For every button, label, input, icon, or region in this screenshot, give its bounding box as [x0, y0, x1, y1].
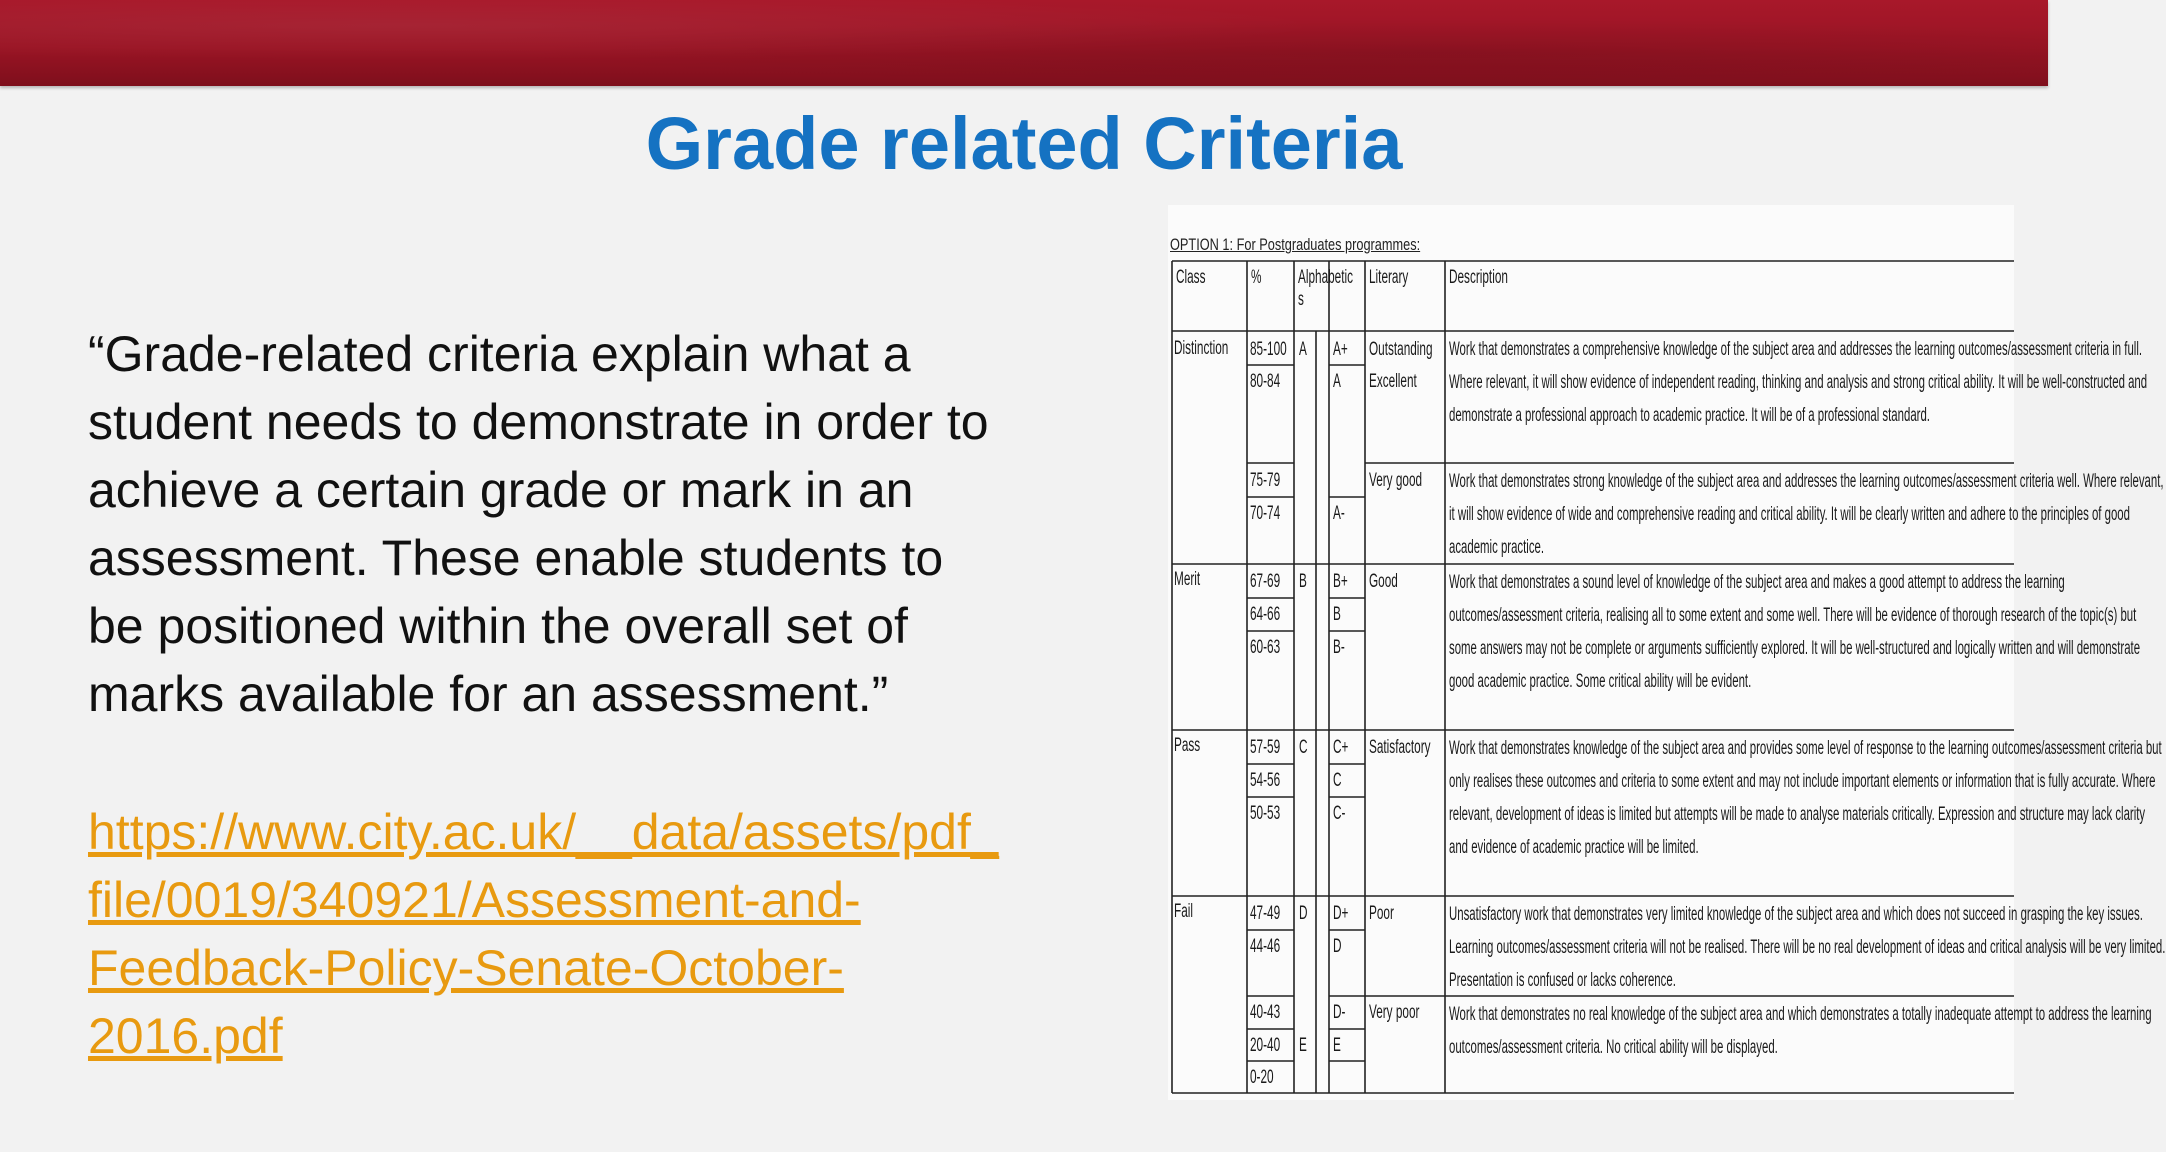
pct-cell: 85-100 [1250, 339, 1287, 360]
quote-line: “Grade-related criteria explain what a [88, 326, 911, 382]
class-letter: C [1299, 737, 1308, 758]
table-heading: OPTION 1: For Postgraduates programmes: [1170, 235, 1421, 254]
alpha-cell: A [1333, 371, 1341, 392]
quote-line: assessment. These enable students to [88, 530, 944, 586]
quote-line: achieve a certain grade or mark in an [88, 462, 914, 518]
alpha-cell: B [1333, 604, 1341, 625]
header-percent: % [1251, 267, 1262, 288]
alpha-cell: A- [1333, 503, 1345, 524]
literary-cell: Satisfactory [1369, 737, 1431, 758]
pct-cell: 75-79 [1250, 470, 1281, 491]
quote-text [88, 320, 1148, 728]
pct-cell: 44-46 [1250, 936, 1281, 957]
header-class: Class [1176, 267, 1206, 288]
class-letter: D [1299, 903, 1308, 924]
pct-cell: 57-59 [1250, 737, 1281, 758]
quote-line: marks available for an assessment.” [88, 666, 889, 722]
class-merit: Merit [1174, 569, 1201, 590]
alpha-cell: D+ [1333, 903, 1349, 924]
header-description: Description [1449, 267, 1508, 288]
pct-cell: 50-53 [1250, 803, 1281, 824]
top-banner [0, 0, 2048, 86]
class-distinction: Distinction [1174, 338, 1229, 359]
alpha-cell: C+ [1333, 737, 1349, 758]
class-letter: B [1299, 571, 1307, 592]
literary-cell: Good [1369, 571, 1398, 592]
description-cell: Unsatisfactory work that demonstrates very limited knowledge of the subject area and which does not succeed in grasping the key issues. Learning outcomes/assessment criteria will not be realised. There will be no real development of ideas and critical analysis will be very limited. Presentation is confused or lacks coherence. [1449, 904, 2166, 991]
alpha-cell: A+ [1333, 339, 1348, 360]
pct-cell: 70-74 [1250, 503, 1281, 524]
link-line: file/0019/340921/Assessment-and- [88, 872, 861, 928]
alpha-cell: E [1333, 1035, 1341, 1056]
literary-cell: Very poor [1369, 1002, 1420, 1023]
pct-cell: 54-56 [1250, 770, 1281, 791]
header-literary: Literary [1369, 267, 1409, 288]
class-letter: A [1299, 339, 1307, 360]
pct-cell: 0-20 [1250, 1067, 1274, 1088]
link-line: 2016.pdf [88, 1008, 283, 1064]
description-cell: Work that demonstrates no real knowledge of the subject area and which demonstrates a totally inadequate attempt to address the learning outcomes/assessment criteria. No critical ability will be displayed. [1449, 1004, 2152, 1058]
source-link[interactable] [88, 798, 1168, 1070]
link-line: Feedback-Policy-Senate-October- [88, 940, 844, 996]
pct-cell: 80-84 [1250, 371, 1281, 392]
literary-cell: Excellent [1369, 371, 1417, 392]
alpha-cell: C- [1333, 803, 1346, 824]
class-fail: Fail [1174, 901, 1193, 922]
description-cell: Work that demonstrates a sound level of knowledge of the subject area and makes a good attempt to address the learning outcomes/assessment criteria, realising all to some extent and some well. There will be evidence of thorough research of the topic(s) but some answers may not be complete or arguments sufficiently explored. It will be well-structured and logically written and will demonstrate good academic practice. Some critical ability will be evident. [1449, 572, 2141, 692]
quote-line: student needs to demonstrate in order to [88, 394, 989, 450]
alpha-cell: D- [1333, 1002, 1346, 1023]
pct-cell: 60-63 [1250, 637, 1281, 658]
alpha-cell: B+ [1333, 571, 1348, 592]
quote-line: be positioned within the overall set of [88, 598, 908, 654]
pct-cell: 67-69 [1250, 571, 1281, 592]
class-letter: E [1299, 1035, 1307, 1056]
pct-cell: 40-43 [1250, 1002, 1281, 1023]
pct-cell: 47-49 [1250, 903, 1281, 924]
description-cell: Work that demonstrates knowledge of the subject area and provides some level of response to the learning outcomes/assessment criteria but only realises these outcomes and criteria to some extent and may not include important elements or information that is fully accurate. Where relevant, development of ideas is limited but attempts will be made to analyse materials critically. Expression and structure may lack clarity and evidence of academic practice will be limited. [1449, 738, 2162, 858]
header-alphabetic: Alphabetic s [1298, 267, 1354, 310]
class-pass: Pass [1174, 735, 1201, 756]
banner-texture [0, 0, 2048, 86]
description-cell: Work that demonstrates a comprehensive knowledge of the subject area and addresses the learning outcomes/assessment criteria in full. Where relevant, it will show evidence of independent reading, thinking and analysis and strong critical ability. It will be well-constructed and demonstrate a professional approach to academic practice. It will be of a professional standard. [1449, 339, 2148, 426]
literary-cell: Poor [1369, 903, 1394, 924]
pct-cell: 20-40 [1250, 1035, 1281, 1056]
link-line: https://www.city.ac.uk/__data/assets/pdf_ [88, 804, 999, 860]
literary-cell: Very good [1369, 470, 1423, 491]
alpha-cell: B- [1333, 637, 1345, 658]
description-cell: Work that demonstrates strong knowledge of the subject area and addresses the learning outcomes/assessment criteria well. Where relevant, it will show evidence of wide and comprehensive reading and critical ability. It will be clearly written and adhere to the principles of good academic practice. [1449, 471, 2164, 558]
pct-cell: 64-66 [1250, 604, 1281, 625]
grade-table-image [1168, 205, 2166, 1100]
literary-cell: Outstanding [1369, 339, 1433, 360]
alpha-cell: C [1333, 770, 1342, 791]
slide-title: Grade related Criteria [645, 102, 1403, 185]
alpha-cell: D [1333, 936, 1342, 957]
